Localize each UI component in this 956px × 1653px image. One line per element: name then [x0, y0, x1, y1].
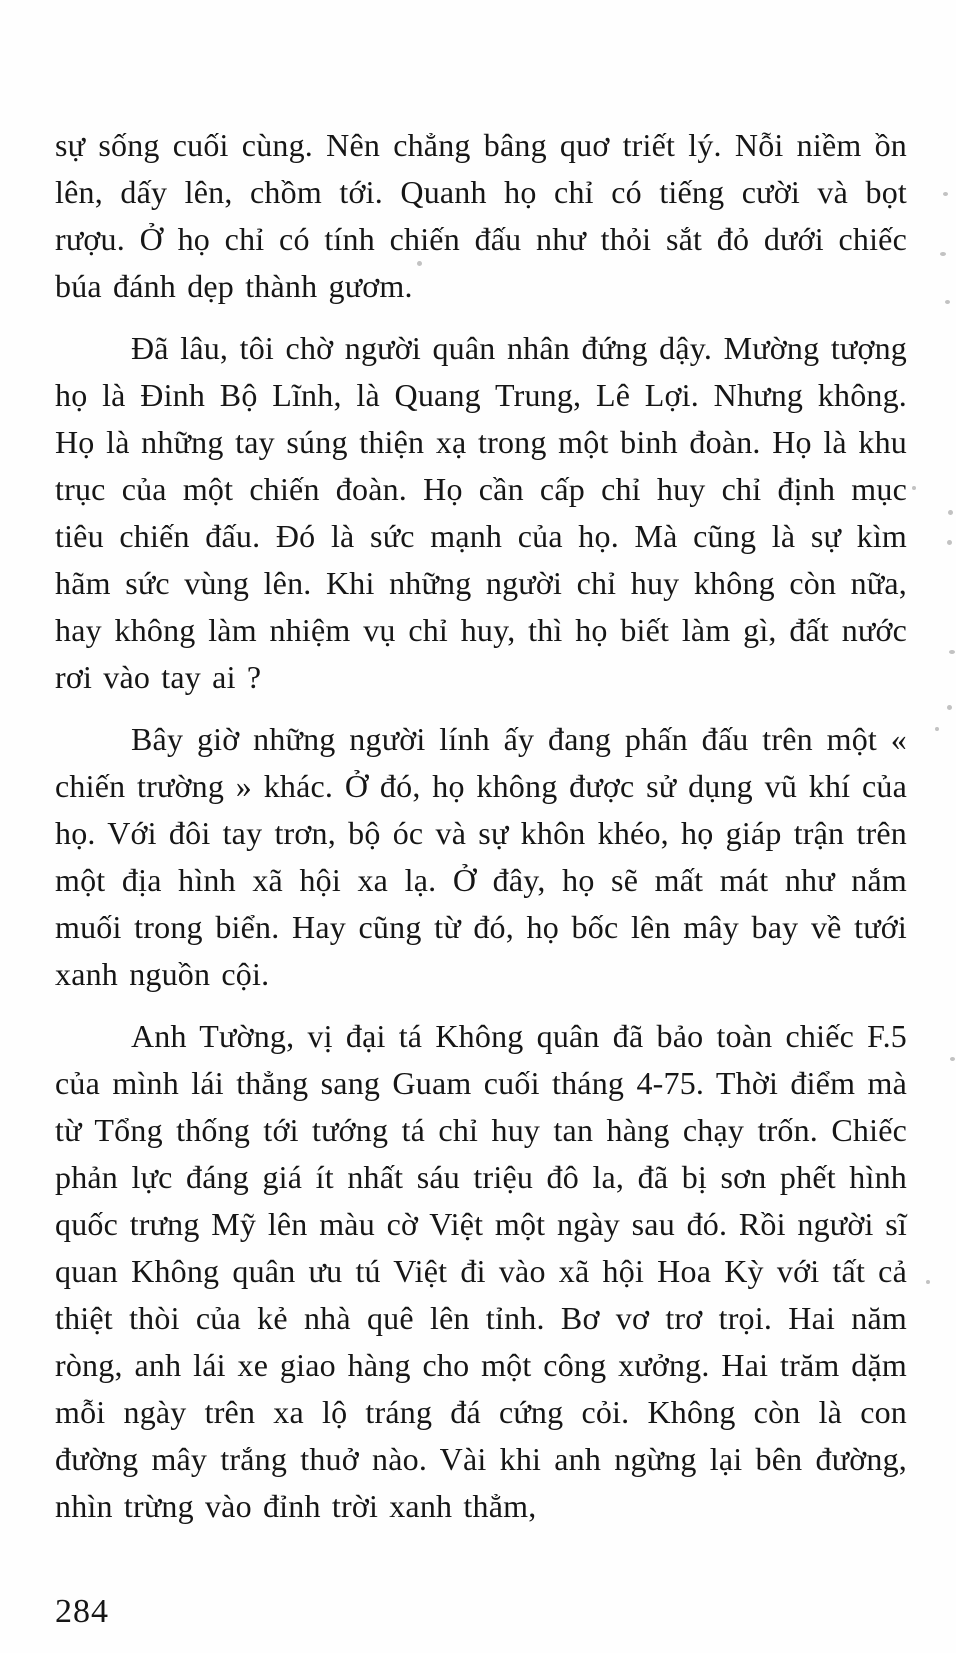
page-text [55, 122, 907, 1530]
scan-artifact [947, 540, 952, 545]
scan-artifact [935, 727, 939, 731]
scan-artifact [940, 252, 946, 256]
paragraph: Bây giờ những người lính ấy đang phấn đấu trên một « chiến trường » khác. Ở đó, họ không được sử dụng vũ khí của họ. Với đôi tay trơn, bộ óc và sự khôn khéo, họ giáp trận trên một địa hình xã hội xa lạ. Ở đây, họ sẽ mất mát như nắm muối trong biển. Hay cũng từ đó, họ bốc lên mây bay về tưới xanh nguồn cội. [55, 721, 907, 992]
scan-artifact [945, 300, 950, 304]
scan-artifact [948, 510, 953, 515]
scan-artifact [949, 650, 955, 654]
paragraph: sự sống cuối cùng. Nên chẳng bâng quơ triết lý. Nỗi niềm ồn lên, dấy lên, chồm tới. Quanh họ chỉ có tiếng cười và bọt rượu. Ở họ chỉ có tính chiến đấu như thỏi sắt đỏ dưới chiếc búa đánh dẹp thành gươm. [55, 127, 907, 304]
scan-artifact [947, 705, 952, 710]
paragraph: Anh Tường, vị đại tá Không quân đã bảo toàn chiếc F.5 của mình lái thẳng sang Guam cuối tháng 4-75. Thời điểm mà từ Tổng thống tới tướng tá chỉ huy tan hàng chạy trốn. Chiếc phản lực đáng giá ít nhất sáu triệu đô la, đã bị sơn phết hình quốc trưng Mỹ lên màu cờ Việt một ngày sau đó. Rồi người sĩ quan Không quân ưu tú Việt đi vào xã hội Hoa Kỳ với tất cả thiệt thòi của kẻ nhà quê lên tỉnh. Bơ vơ trơ trọi. Hai năm ròng, anh lái xe giao hàng cho một công xưởng. Hai trăm dặm mỗi ngày trên xa lộ tráng đá cứng cỏi. Không còn là con đường mây trắng thuở nào. Vài khi anh ngừng lại bên đường, nhìn trừng vào đỉnh trời xanh thẳm, [55, 1018, 907, 1524]
scan-artifact [926, 1280, 930, 1284]
page-number: 284 [55, 1593, 109, 1630]
scan-artifact [912, 486, 916, 490]
scan-artifact [417, 261, 422, 266]
paragraph: Đã lâu, tôi chờ người quân nhân đứng dậy. Mường tượng họ là Đinh Bộ Lĩnh, là Quang Trung, Lê Lợi. Nhưng không. Họ là những tay súng thiện xạ trong một binh đoàn. Họ là khu trục của một chiến đoàn. Họ cần cấp chỉ huy chỉ định mục tiêu chiến đấu. Đó là sức mạnh của họ. Mà cũng là sự kìm hãm sức vùng lên. Khi những người chỉ huy không còn nữa, hay không làm nhiệm vụ chỉ huy, thì họ biết làm gì, đất nước rơi vào tay ai ? [55, 330, 907, 695]
scan-artifact [943, 192, 948, 196]
scan-artifact [950, 1057, 955, 1061]
